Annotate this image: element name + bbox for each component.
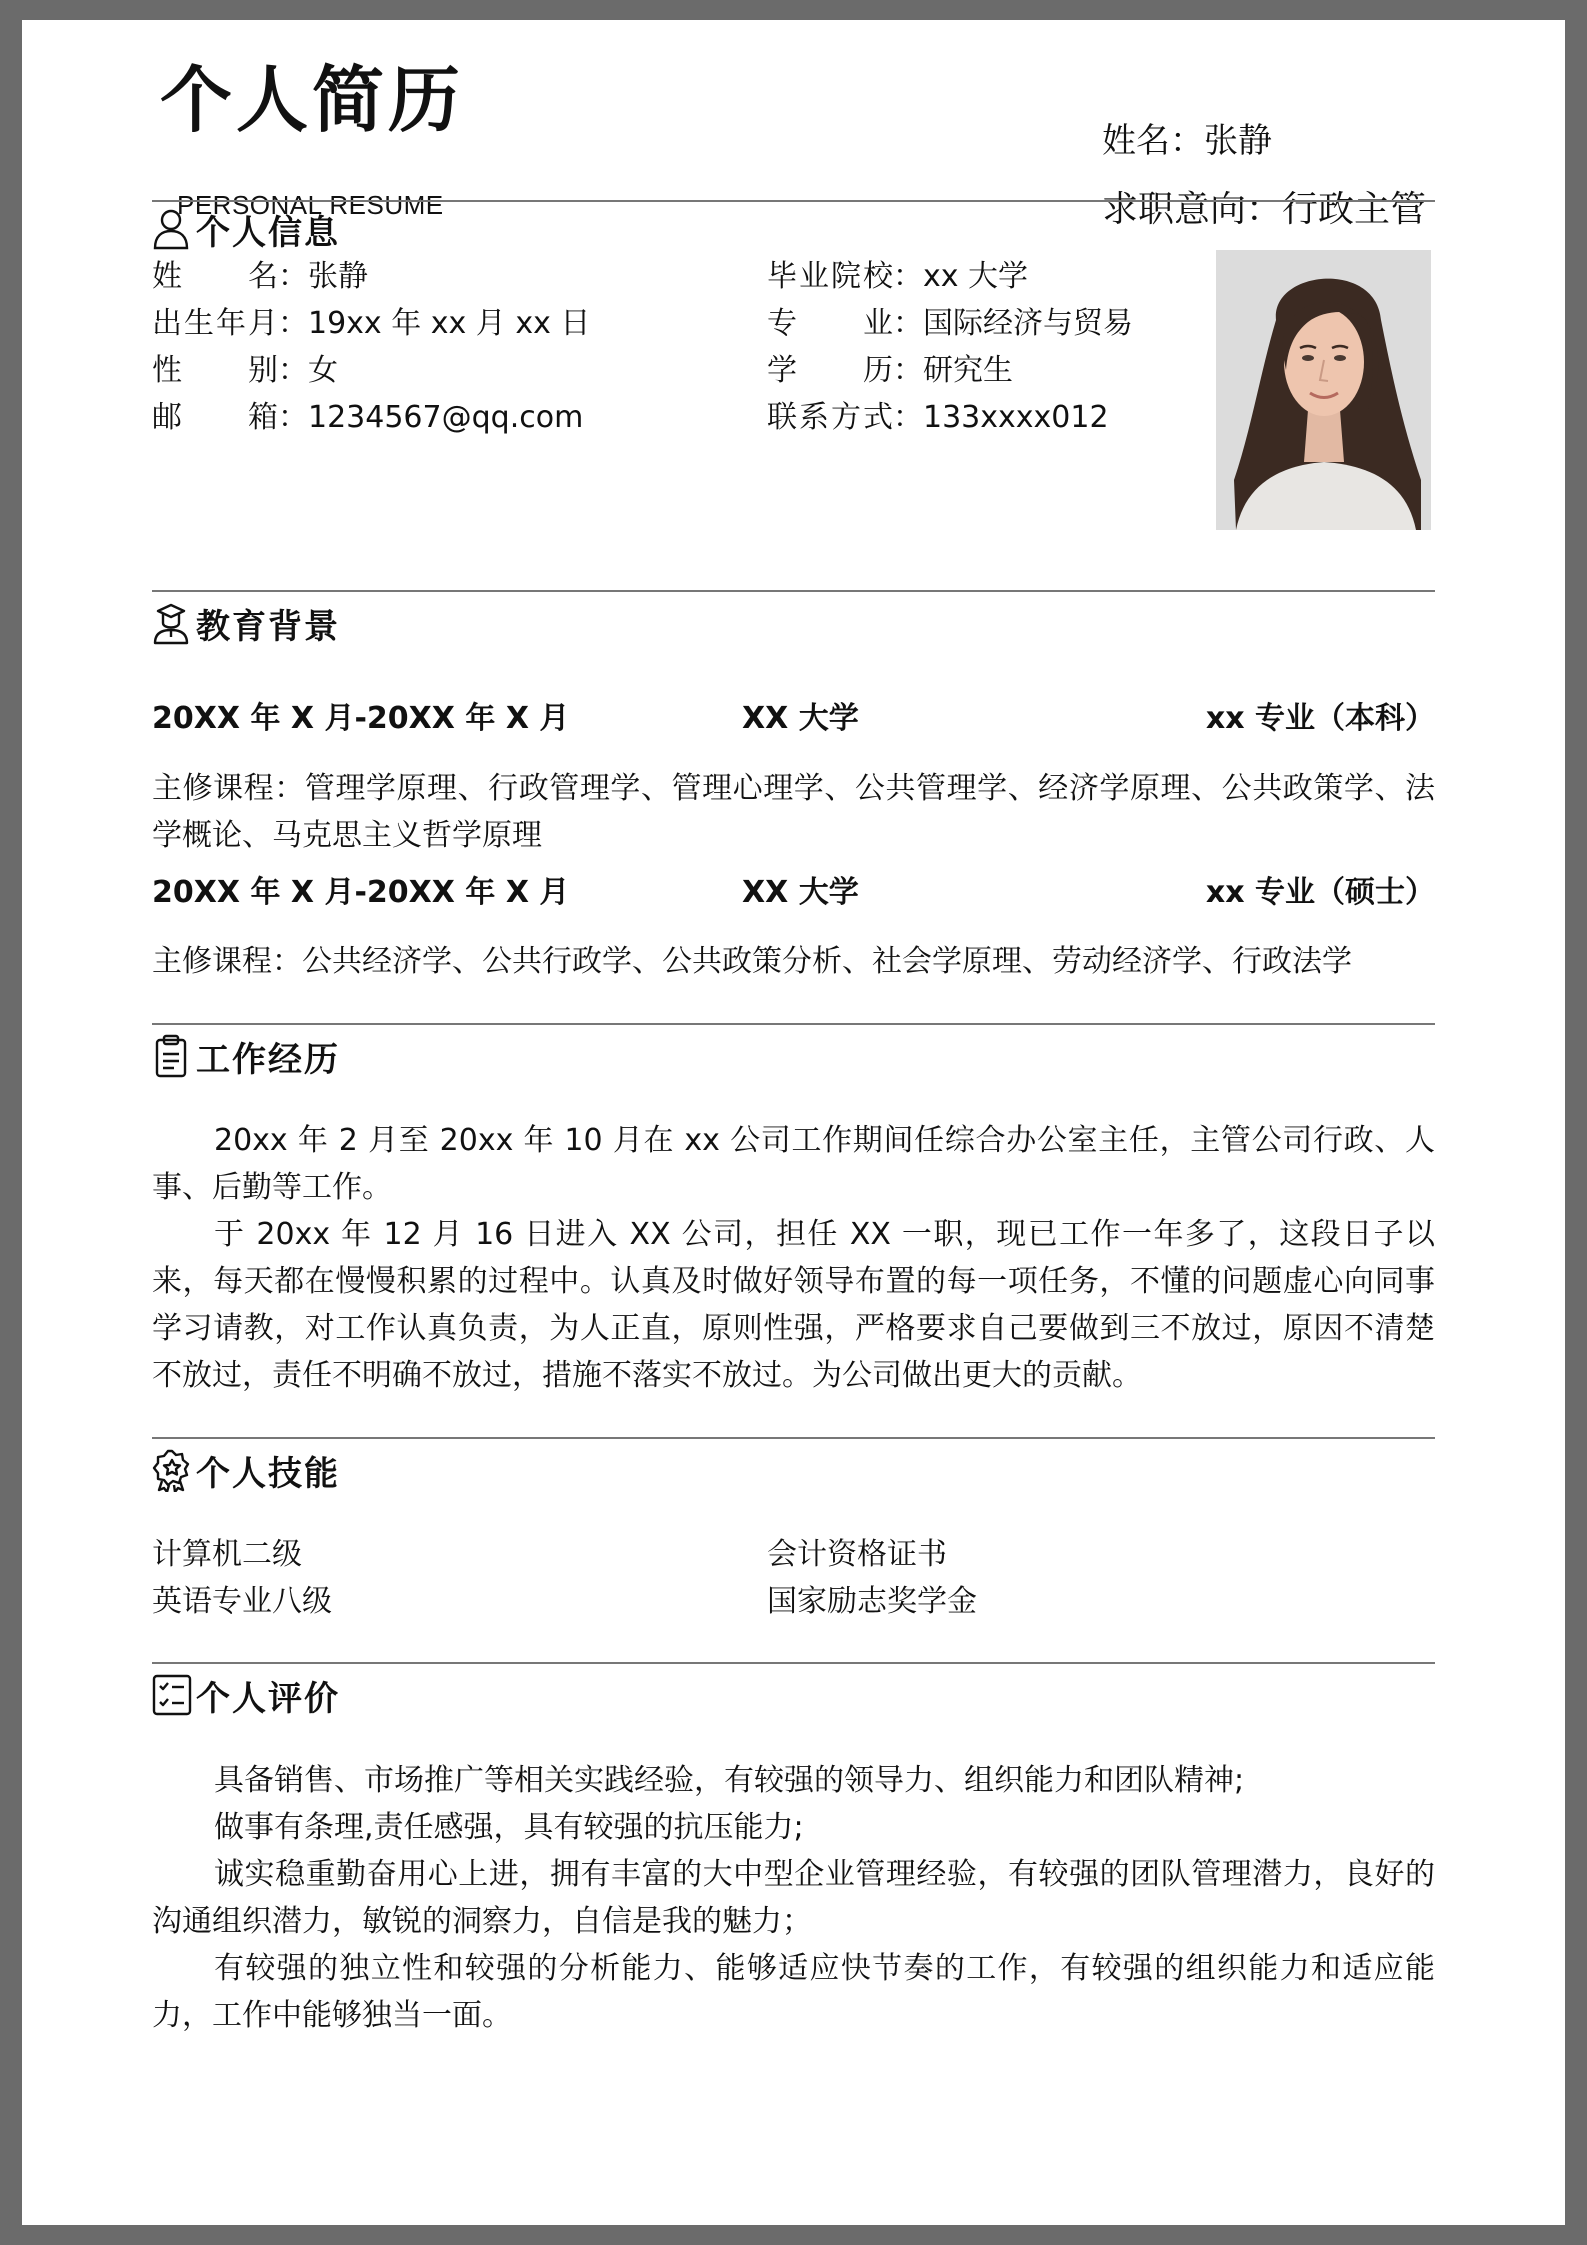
info-label: 专业 [767,306,893,341]
info-value: 133xxxx012 [923,400,1109,435]
work-paragraph: 于 20xx 年 12 月 16 日进入 XX 公司，担任 XX 一职，现已工作一年多了，这段日子以来，每天都在慢慢积累的过程中。认真及时做好领导布置的每一项任务，不懂的问题虚心向同事学习请教，对工作认真负责，为人正直，原则性强，严格要求自己要做到三不放过，原因不清楚不放过，责任不明确不放过，措施不落实不放过。为公司做出更大的贡献。 [152,1217,1435,1393]
info-label: 学历 [767,353,893,388]
award-badge-icon [152,1447,194,1493]
resume-title: 个人简历 [160,58,465,142]
info-email: 邮箱：1234567@qq.com [152,400,584,435]
info-value: 张静 [308,259,368,294]
divider [152,590,1435,592]
info-gender: 性别：女 [152,353,338,388]
education-date: 20XX 年 X 月-20XX 年 X 月 [152,701,570,736]
info-value: 研究生 [923,353,1013,388]
work-paragraph: 20xx 年 2 月至 20xx 年 10 月在 xx 公司工作期间任综合办公室主任，主管公司行政、人事、后勤等工作。 [152,1123,1435,1205]
header-name: 姓名：张静 [1102,121,1272,161]
section-title-work: 工作经历 [196,1039,340,1080]
education-school: XX 大学 [742,875,859,910]
info-label: 毕业院校 [767,259,893,294]
section-title-skills: 个人技能 [196,1453,340,1494]
resume-subtitle: PERSONAL RESUME [177,190,444,220]
info-value: xx 大学 [923,259,1029,294]
info-label: 邮箱 [152,400,278,435]
section-skills-header [152,1447,340,1493]
user-icon [152,206,194,252]
education-major: xx 专业（硕士） [1205,875,1435,910]
section-title-personal: 个人信息 [196,212,340,253]
divider [152,1023,1435,1025]
info-school: 毕业院校：xx 大学 [767,259,1029,294]
skill-item: 会计资格证书 [767,1537,947,1572]
skill-item: 国家励志奖学金 [767,1584,977,1619]
info-value: 19xx 年 xx 月 xx 日 [308,306,591,341]
skill-item: 计算机二级 [152,1537,302,1572]
education-courses: 主修课程：公共经济学、公共行政学、公共政策分析、社会学原理、劳动经济学、行政法学 [152,944,1352,979]
info-value: 1234567@qq.com [308,400,584,435]
info-label: 出生年月 [152,306,278,341]
evaluation-paragraph: 有较强的独立性和较强的分析能力、能够适应快节奏的工作，有较强的组织能力和适应能力，工作中能够独当一面。 [152,1951,1435,2033]
skill-item: 英语专业八级 [152,1584,332,1619]
profile-photo [1216,250,1431,530]
graduate-icon [152,600,194,646]
info-degree: 学历：研究生 [767,353,1013,388]
evaluation-paragraph: 诚实稳重勤奋用心上进，拥有丰富的大中型企业管理经验，有较强的团队管理潜力，良好的沟通组织潜力，敏锐的洞察力，自信是我的魅力； [152,1857,1435,1939]
evaluation-paragraph: 具备销售、市场推广等相关实践经验，有较强的领导力、组织能力和团队精神; [214,1763,1245,1798]
checklist-icon [152,1672,194,1718]
evaluation-paragraph: 做事有条理,责任感强，具有较强的抗压能力; [214,1810,804,1845]
education-major: xx 专业（本科） [1205,701,1435,736]
education-school: XX 大学 [742,701,859,736]
clipboard-icon [152,1033,194,1079]
divider [152,200,1435,202]
info-birth: 出生年月：19xx 年 xx 月 xx 日 [152,306,591,341]
info-contact: 联系方式：133xxxx012 [767,400,1109,435]
info-label: 姓名 [152,259,278,294]
section-evaluation-header [152,1672,340,1718]
header-job-intent: 求职意向：行政主管 [1102,189,1427,230]
info-major: 专业：国际经济与贸易 [767,306,1133,341]
resume-page [22,20,1565,2225]
section-education-header [152,600,340,646]
info-name: 姓名：张静 [152,259,368,294]
info-value: 女 [308,353,338,388]
section-work-header [152,1033,340,1079]
section-title-evaluation: 个人评价 [196,1678,340,1719]
divider [152,1662,1435,1664]
education-date: 20XX 年 X 月-20XX 年 X 月 [152,875,570,910]
info-label: 联系方式 [767,400,893,435]
info-value: 国际经济与贸易 [923,306,1133,341]
education-courses: 主修课程：管理学原理、行政管理学、管理心理学、公共管理学、经济学原理、公共政策学、法学概论、马克思主义哲学原理 [152,771,1435,853]
divider [152,1437,1435,1439]
info-label: 性别 [152,353,278,388]
section-title-education: 教育背景 [196,606,340,647]
section-personal-header [152,206,340,252]
